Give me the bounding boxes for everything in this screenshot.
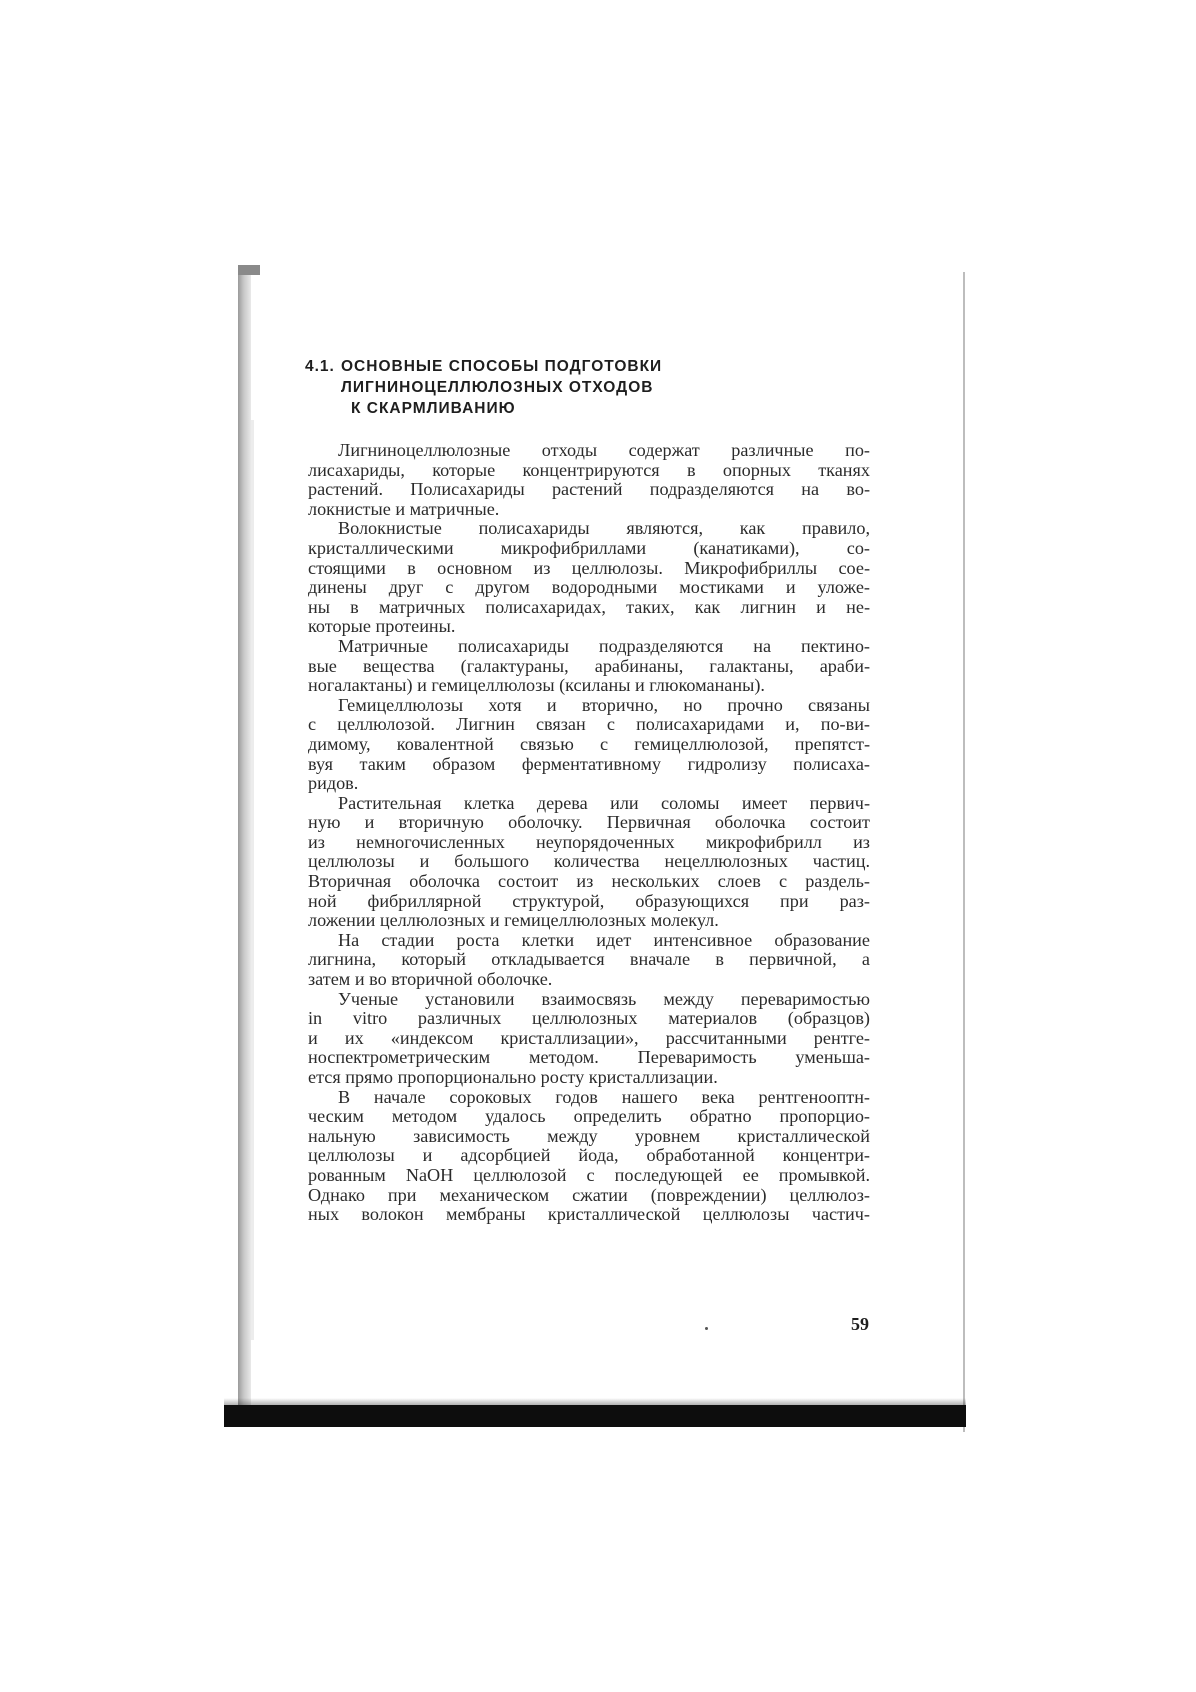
text-line: ной фибриллярной структурой, образующихся при раз- bbox=[308, 891, 870, 911]
text-line: и их «индексом кристаллизации», рассчитанными рентге- bbox=[308, 1028, 870, 1048]
text-line: Лигниноцеллюлозные отходы содержат различные по- bbox=[338, 441, 870, 460]
text-line: ны в матричных полисахаридах, таких, как лигнин и не- bbox=[308, 597, 870, 617]
text-line: из немногочисленных неупорядоченных микрофибрилл из bbox=[308, 832, 870, 852]
text-line: димому, ковалентной связью с гемицеллюлозой, препятст- bbox=[308, 734, 870, 754]
text-line: нальную зависимость между уровнем кристаллической bbox=[308, 1126, 870, 1146]
text-line: кристаллическими микрофибриллами (канатиками), со- bbox=[308, 538, 870, 558]
text-line: вуя таким образом ферментативному гидролизу полисаха- bbox=[308, 754, 870, 774]
text-line: вые вещества (галактураны, арабинаны, галактаны, араби- bbox=[308, 656, 870, 676]
heading-line-2: ЛИГНИНОЦЕЛЛЮЛОЗНЫХ ОТХОДОВ bbox=[341, 379, 654, 396]
right-page-edge bbox=[963, 272, 965, 1432]
text-line: затем и во вторичной оболочке. bbox=[308, 970, 553, 990]
text-line: В начале сороковых годов нашего века рентгенооптн- bbox=[338, 1087, 870, 1107]
scan-speck bbox=[705, 1327, 708, 1330]
text-line: ческим методом удалось определить обратно пропорцио- bbox=[308, 1107, 870, 1127]
text-line: целлюлозы и адсорбцией йода, обработанной концентри- bbox=[308, 1146, 870, 1166]
text-line: лигнина, который откладывается вначале в первичной, а bbox=[308, 950, 870, 970]
text-line: целлюлозы и большого количества нецеллюлозных частиц. bbox=[308, 852, 870, 872]
page-number: 59 bbox=[851, 1314, 869, 1334]
body-text bbox=[308, 441, 870, 1225]
left-page-edge-inner bbox=[251, 420, 254, 1340]
text-line: растений. Полисахариды растений подразделяются на во- bbox=[308, 480, 870, 500]
text-line: Растительная клетка дерева или соломы имеет первич- bbox=[338, 793, 870, 813]
text-line: ется прямо пропорционально росту кристаллизации. bbox=[308, 1068, 718, 1087]
text-line: Волокнистые полисахариды являются, как правило, bbox=[338, 519, 870, 539]
text-line: динены друг с другом водородными мостиками и уложе- bbox=[308, 578, 870, 598]
text-line: ную и вторичную оболочку. Первичная оболочка состоит bbox=[308, 813, 870, 833]
text-line: ных волокон мембраны кристаллической целлюлозы частич- bbox=[308, 1205, 870, 1225]
text-line: Гемицеллюлозы хотя и вторично, но прочно связаны bbox=[338, 695, 870, 715]
left-page-edge-cap bbox=[238, 265, 260, 275]
text-line: локнистые и матричные. bbox=[308, 499, 500, 519]
heading-line-3: К СКАРМЛИВАНИЮ bbox=[351, 400, 516, 417]
section-heading bbox=[305, 356, 725, 419]
text-line: лисахариды, которые концентрируются в опорных тканях bbox=[308, 460, 870, 480]
text-line: которые протеины. bbox=[308, 617, 456, 637]
text-line: рованным NaOH целлюлозой с последующей ее промывкой. bbox=[308, 1165, 870, 1185]
bottom-black-band bbox=[224, 1405, 966, 1427]
section-number: 4.1. bbox=[305, 358, 335, 375]
text-line: носпектрометрическим методом. Переваримость уменьша- bbox=[308, 1048, 870, 1068]
text-line: На стадии роста клетки идет интенсивное образование bbox=[338, 930, 870, 950]
heading-text-1: ОСНОВНЫЕ СПОСОБЫ ПОДГОТОВКИ bbox=[341, 358, 663, 375]
heading-line-1 bbox=[305, 356, 725, 377]
left-page-edge-shadow bbox=[238, 265, 251, 1420]
text-line: in vitro различных целлюлозных материалов (образцов) bbox=[308, 1009, 870, 1029]
text-line: ложении целлюлозных и гемицеллюлозных молекул. bbox=[308, 911, 719, 931]
text-line: Вторичная оболочка состоит из нескольких слоев с раздель- bbox=[308, 872, 870, 892]
text-line: ридов. bbox=[308, 774, 359, 794]
text-line: стоящими в основном из целлюлозы. Микрофибриллы сое- bbox=[308, 558, 870, 578]
text-line: Однако при механическом сжатии (повреждении) целлюлоз- bbox=[308, 1185, 870, 1205]
text-line: ногалактаны) и гемицеллюлозы (ксиланы и глюкомананы). bbox=[308, 676, 765, 696]
text-line: с целлюлозой. Лигнин связан с полисахаридами и, по-ви- bbox=[308, 715, 870, 735]
text-line: Матричные полисахариды подразделяются на пектино- bbox=[338, 636, 870, 656]
text-line: Ученые установили взаимосвязь между переваримостью bbox=[338, 989, 870, 1009]
